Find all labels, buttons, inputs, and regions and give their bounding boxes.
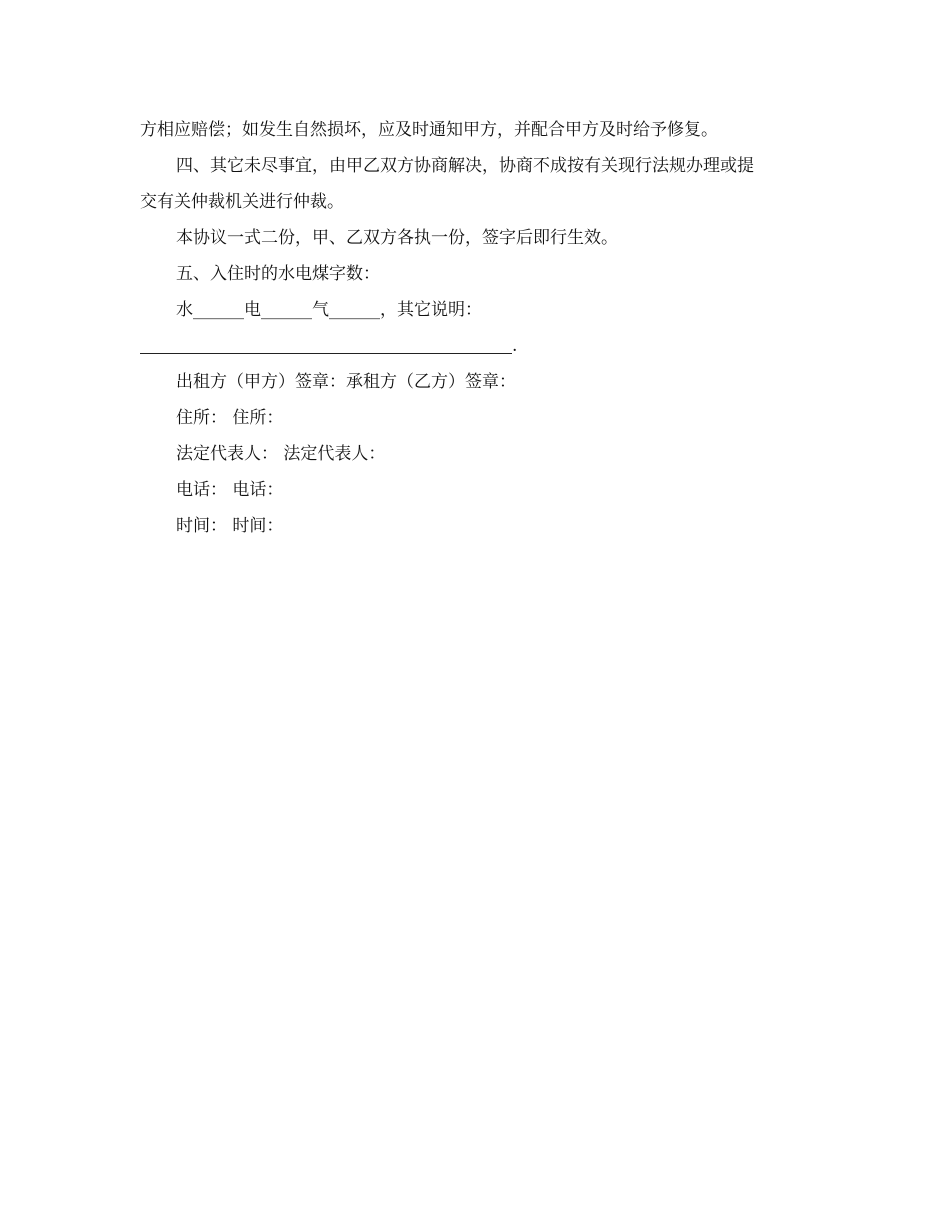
- time-line: 时间： 时间：: [176, 516, 284, 536]
- paragraph-other-matters: 四、其它未尽事宜，由甲乙双方协商解决，协商不成按有关现行法规办理或提: [176, 156, 754, 176]
- phone-line: 电话： 电话：: [176, 480, 284, 500]
- signature-line: 出租方（甲方）签章：承租方（乙方）签章：: [176, 372, 516, 392]
- section-utility-title: 五、入住时的水电煤字数：: [176, 264, 380, 284]
- blank-underline: [140, 353, 512, 354]
- paragraph-copies: 本协议一式二份，甲、乙双方各执一份，签字后即行生效。: [176, 228, 618, 248]
- utility-readings-line: 水______电______气______，其它说明：: [176, 300, 482, 320]
- address-line: 住所： 住所：: [176, 408, 284, 428]
- blank-line-period: .: [512, 336, 518, 356]
- document-body: [140, 112, 820, 544]
- paragraph-other-matters-continued: 交有关仲裁机关进行仲裁。: [140, 192, 344, 212]
- paragraph-compensation: 方相应赔偿；如发生自然损坏，应及时通知甲方，并配合甲方及时给予修复。: [140, 120, 718, 140]
- other-notes-blank-line: [140, 328, 820, 364]
- legal-representative-line: 法定代表人： 法定代表人：: [176, 444, 386, 464]
